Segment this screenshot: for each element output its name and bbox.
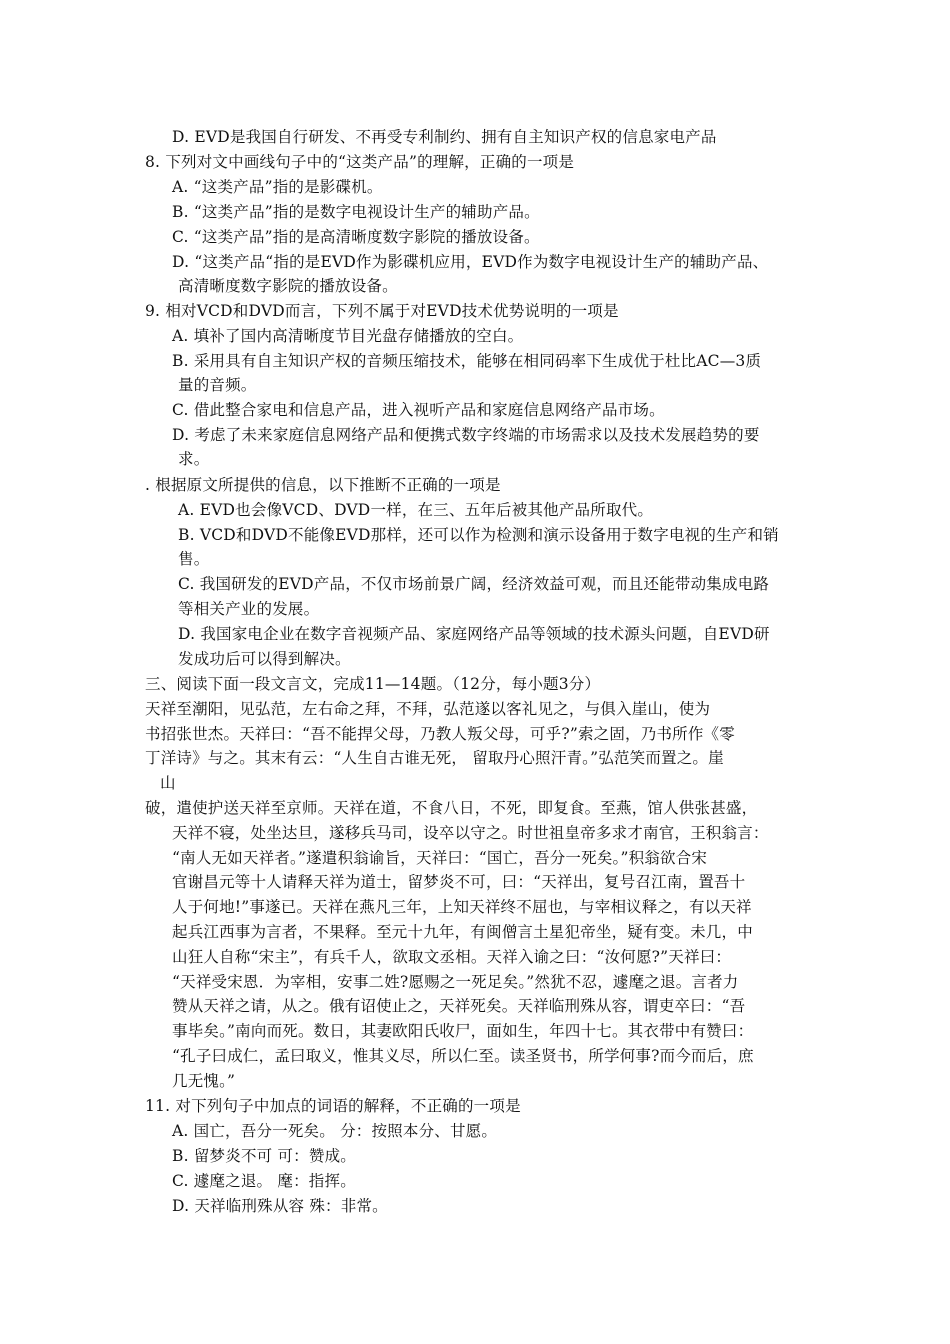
- passage-line: 山狂人自称“宋主”，有兵千人，欲取文丞相。天祥入谕之曰：“汝何愿?”天祥曰：: [172, 948, 732, 966]
- text-line: C. 借此整合家电和信息产品，进入视听产品和家庭信息网络产品市场。: [172, 401, 665, 419]
- text-line: A. 填补了国内高清晰度节目光盘存储播放的空白。: [172, 327, 524, 345]
- section-heading: 三、阅读下面一段文言文，完成11—14题。（12分，每小题3分）: [145, 675, 601, 693]
- text-line: C. 我国研发的EVD产品，不仅市场前景广阔，经济效益可观，而且还能带动集成电路: [178, 575, 770, 593]
- passage-line: 山: [160, 774, 176, 792]
- text-line: A. EVD也会像VCD、DVD一样，在三、五年后被其他产品所取代。: [178, 501, 654, 519]
- question-9: 9. 相对VCD和DVD而言，下列不属于对EVD技术优势说明的一项是: [145, 302, 619, 320]
- passage-line: 几无愧。”: [172, 1072, 236, 1090]
- text-line: 等相关产业的发展。: [178, 600, 320, 618]
- text-line: B. “这类产品”指的是数字电视设计生产的辅助产品。: [172, 203, 540, 221]
- text-line: B. 留梦炎不可 可：赞成。: [172, 1147, 356, 1165]
- text-line: B. VCD和DVD不能像EVD那样，还可以作为检测和演示设备用于数字电视的生产和销: [178, 526, 779, 544]
- passage-line: 丁洋诗》与之。其末有云：“人生自古谁无死， 留取丹心照汗青。”弘范笑而置之。崖: [145, 749, 724, 767]
- text-line: 发成功后可以得到解决。: [178, 650, 351, 668]
- text-line: C. 遽麾之退。 麾：指挥。: [172, 1172, 356, 1190]
- passage-line: 赞从天祥之请，从之。俄有诏使止之，天祥死矣。天祥临刑殊从容，谓吏卒曰：“吾: [172, 997, 746, 1015]
- passage-line: “孔子曰成仁，孟曰取义，惟其义尽，所以仁至。读圣贤书，所学何事?而今而后，庶: [172, 1047, 754, 1065]
- passage-line: 天祥至潮阳，见弘范，左右命之拜，不拜，弘范遂以客礼见之，与俱入崖山，使为: [145, 700, 711, 718]
- passage-line: 人于何地!”事遂已。天祥在燕凡三年，上知天祥终不屈也，与宰相议释之，有以天祥: [172, 898, 752, 916]
- passage-line: “天祥受宋恩．为宰相，安事二姓?愿赐之一死足矣。”然犹不忍，遽麾之退。言者力: [172, 973, 739, 991]
- passage-line: 书招张世杰。天祥曰：“吾不能捍父母，乃教人叛父母，可乎?”索之固，乃书所作《零: [145, 725, 735, 743]
- text-line: 求。: [178, 450, 210, 468]
- passage-line: “南人无如天祥者。”遂遣积翁谕旨，天祥曰：“国亡，吾分一死矣。”积翁欲合宋: [172, 849, 708, 867]
- text-line: A. 国亡，吾分一死矣。 分：按照本分、甘愿。: [172, 1122, 498, 1140]
- text-line: D. 我国家电企业在数字音视频产品、家庭网络产品等领域的技术源头问题，自EVD研: [178, 625, 770, 643]
- passage-line: 破，遣使护送天祥至京师。天祥在道，不食八日，不死，即复食。至燕，馆人供张甚盛，: [145, 799, 758, 817]
- text-line: 售。: [178, 550, 210, 568]
- text-line: C. “这类产品”指的是高清晰度数字影院的播放设备。: [172, 228, 540, 246]
- text-line: 量的音频。: [178, 376, 257, 394]
- passage-line: 官谢昌元等十人请释天祥为道士，留梦炎不可，曰：“天祥出，复号召江南，置吾十: [172, 873, 746, 891]
- question-10: . 根据原文所提供的信息，以下推断不正确的一项是: [145, 476, 501, 494]
- text-line: D. 天祥临刑殊从容 殊：非常。: [172, 1197, 388, 1215]
- text-line: B. 采用具有自主知识产权的音频压缩技术，能够在相同码率下生成优于杜比AC—3质: [172, 352, 762, 370]
- text-line: D. 考虑了未来家庭信息网络产品和便携式数字终端的市场需求以及技术发展趋势的要: [172, 426, 760, 444]
- question-8: 8. 下列对文中画线句子中的“这类产品”的理解，正确的一项是: [145, 153, 575, 171]
- passage-line: 起兵江西事为言者，不果释。至元十九年，有闽僧言土星犯帝坐，疑有变。未几，中: [172, 923, 753, 941]
- text-line: 高清晰度数字影院的播放设备。: [178, 277, 398, 295]
- text-line: A. “这类产品”指的是影碟机。: [172, 178, 383, 196]
- text-line: D. EVD是我国自行研发、不再受专利制约、拥有自主知识产权的信息家电产品: [172, 128, 717, 146]
- question-11: 11. 对下列句子中加点的词语的解释，不正确的一项是: [145, 1097, 521, 1115]
- passage-line: 事毕矣。”南向而死。数日，其妻欧阳氏收尸，面如生，年四十七。其衣带中有赞曰：: [172, 1022, 754, 1040]
- text-line: D. “这类产品“指的是EVD作为影碟机应用，EVD作为数字电视设计生产的辅助产品、: [172, 253, 769, 271]
- passage-line: 天祥不寝，处坐达旦，遂移兵马司，设卒以守之。时世祖皇帝多求才南官，王积翁言：: [172, 824, 769, 842]
